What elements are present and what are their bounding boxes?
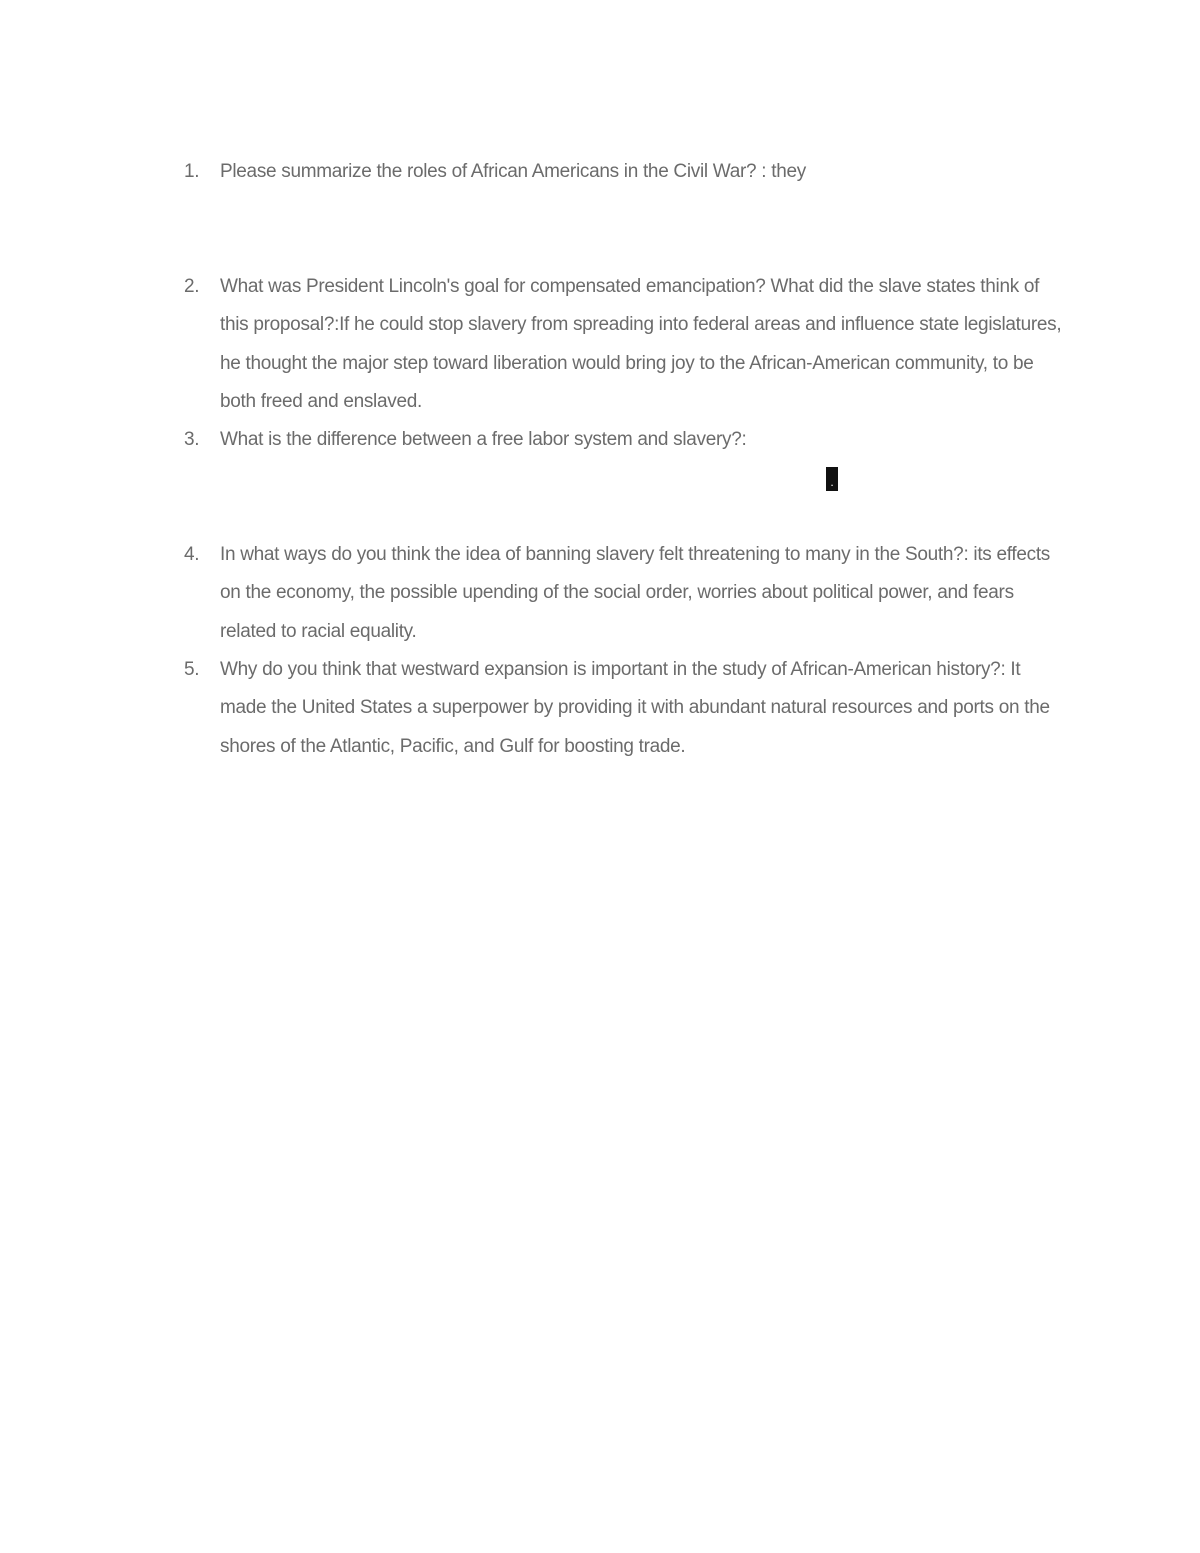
question-number: 4.: [184, 544, 200, 565]
question-number: 3.: [184, 429, 200, 450]
text-cursor: .: [826, 467, 838, 491]
question-number: 5.: [184, 659, 200, 680]
question-number: 2.: [184, 276, 200, 297]
question-text[interactable]: Why do you think that westward expansion is important in the study of African-American history?: It made the United States a superpower by providing it with abundant natural resources and ports on the shores of the Atlantic, Pacific, and Gulf for boosting trade.: [220, 659, 1050, 757]
question-3: [184, 421, 1064, 459]
question-5: [184, 651, 1064, 766]
question-text[interactable]: In what ways do you think the idea of banning slavery felt threatening to many in the South?: its effects on the economy, the possible upending of the social order, worries about political power, and fears related to racial equality.: [220, 544, 1051, 642]
question-1: [184, 153, 1064, 191]
question-text[interactable]: Please summarize the roles of African Americans in the Civil War? : they: [220, 161, 806, 182]
question-text[interactable]: What was President Lincoln's goal for compensated emancipation? What did the slave states think of this proposal?:If he could stop slavery from spreading into federal areas and influence state legislatures, he thought the major step toward liberation would bring joy to the African-American community, to be both freed and enslaved.: [220, 276, 1062, 413]
question-4: [184, 536, 1064, 651]
question-text[interactable]: What is the difference between a free labor system and slavery?:: [220, 429, 747, 450]
question-number: 1.: [184, 161, 200, 182]
question-2: [184, 268, 1064, 422]
